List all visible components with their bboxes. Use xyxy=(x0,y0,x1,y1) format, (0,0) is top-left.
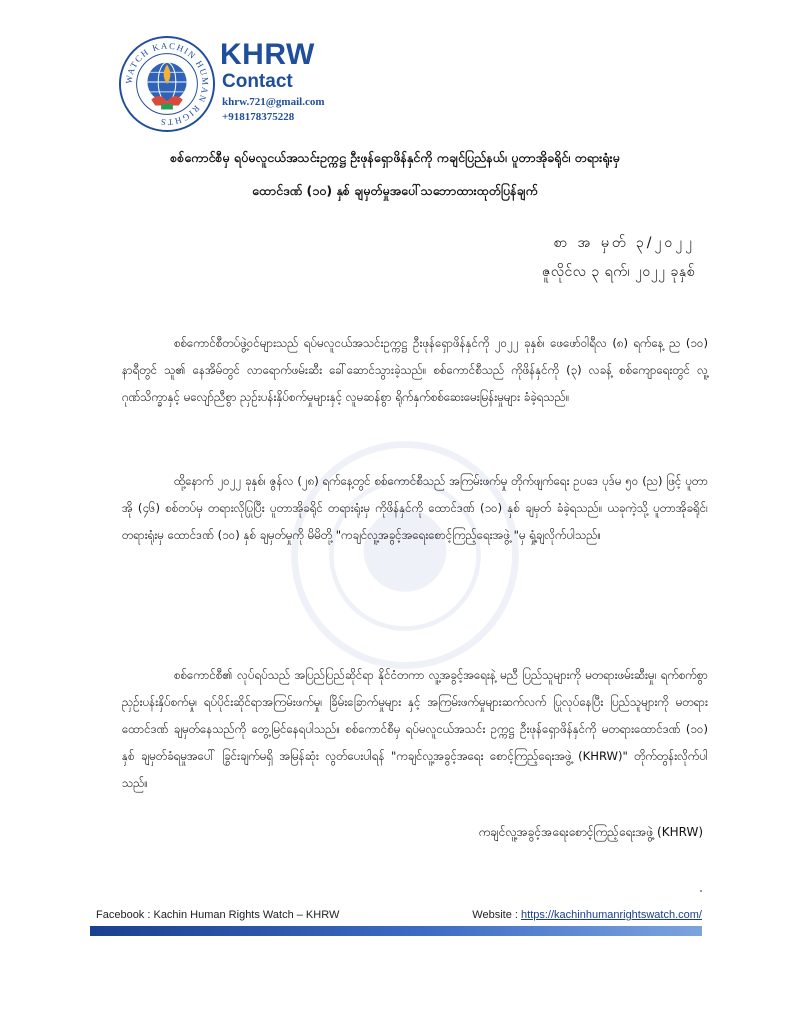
statement-title-line-1: စစ်ကောင်စီမှ ရပ်မလူငယ်အသင်းဥက္ကဋ္ဌ ဦးဖုန်ရှောဖိန်နှင်ကို ကချင်ပြည်နယ်၊ ပူတာအိုခရိုင်၊ တရားရုံးမှ xyxy=(170,150,620,165)
paragraph-1: စစ်ကောင်စီတပ်ဖွဲ့ဝင်များသည် ရပ်မလူငယ်အသင်းဥက္ကဋ္ဌ ဦးဖုန်ရှောဖိန်နှင်ကို ၂၀၂၂ ခုနှစ်၊ ဖေဖော်ဝါရီလ (၈) ရက်နေ့ ည (၁၀) နာရီတွင် သူ၏ နေအိမ်တွင် လာရောက်ဖမ်းဆီး ခေါ်ဆောင်သွားခဲ့သည်။ စစ်ကောင်စီသည် ကိုဖိန်နှင်ကို (၃) လခန့် စစ်ကျောရေးတွင် လူ့ဂုဏ်သိက္ခာနှင့် မလျော်ညီစွာ ညှဉ်းပန်းနှိပ်စက်မှုများနှင့် လူမဆန်စွာ ရိုက်နှက်စစ်ဆေးမေးမြန်းမှုများ ခံခဲ့ရသည်။ xyxy=(122,335,708,404)
footer-bar xyxy=(90,926,702,936)
footer-website xyxy=(472,909,702,921)
footer-website-label: Website : xyxy=(472,909,522,921)
contact-email: khrw.721@gmail.com xyxy=(222,96,325,108)
footer-website-link[interactable]: https://kachinhumanrightswatch.com/ xyxy=(521,909,702,921)
footer-dot xyxy=(700,890,702,892)
paragraph-3: စစ်ကောင်စီ၏ လုပ်ရပ်သည် အပြည်ပြည်ဆိုင်ရာ နိုင်ငံတကာ လူ့အခွင့်အရေးနဲ့ မညီ ပြည်သူများကို မတရားဖမ်းဆီးမှု၊ ရက်စက်စွာ ညှဉ်းပန်းနှိပ်စက်မှု၊ ရပ်ပိုင်းဆိုင်ရာအကြမ်းဖက်မှု၊ ခြိမ်းခြောက်မှုများ နှင့် အကြမ်းဖက်မှုများဆက်လက် ပြုလုပ်နေပြီး ပြည်သူများကို မတရားထောင်ဒဏ် ချမှတ်နေသည်ကို တွေ့မြင်နေရပါသည်။ စစ်ကောင်စီမှ ရပ်မလူငယ်အသင်း ဥက္ကဋ္ဌ ဦးဖုန်ရှောဖိန်နှင်ကို မတရားထောင်ဒဏ် (၁၀) နှစ် ချမှတ်ခံရမှုအပေါ် ခြွင်းချက်မရှိ အမြန်ဆုံး လွတ်ပေးပါရန် "ကချင်လူ့အခွင့်အရေး စောင့်ကြည့်ရေးအဖွဲ့ (KHRW)" တိုက်တွန်းလိုက်ပါသည်။ xyxy=(122,667,708,790)
paragraph-2: ထို့နောက် ၂၀၂၂ ခုနှစ်၊ ဇွန်လ (၂၈) ရက်နေ့တွင် စစ်ကောင်စီသည် အကြမ်းဖက်မှု တိုက်ဖျက်ရေး ဥပဒေ ပုဒ်မ ၅၀ (ည) ဖြင့် ပူတာအို (၄၆) စစ်တပ်မှ တရားလိုပြုပြီး ပူတာအိုခရိုင် တရားရုံးမှ ကိုဖိန်နှင်ကို ထောင်ဒဏ် (၁၀) နှစ် ချမှတ် ခံခဲ့ရသည်။ ယခုကဲ့သို့ ပူတာအိုခရိုင်၊ တရားရုံးမှ ထောင်ဒဏ် (၁၀) နှစ် ချမှတ်မှုကို မိမိတို့ "ကချင်လူ့အခွင့်အရေးစောင့်ကြည့်ရေးအဖွဲ့ "မှ ရှုံ့ချလိုက်ပါသည်။ xyxy=(122,473,708,542)
reference-number: စာ အ မှတ် ၃/၂၀၂၂ xyxy=(553,235,695,251)
org-short-name: KHRW xyxy=(220,38,315,71)
footer-facebook: Facebook : Kachin Human Rights Watch – KHRW xyxy=(96,909,340,921)
statement-title-line-2: ထောင်ဒဏ် (၁၀) နှစ် ချမှတ်မှုအပေါ်သဘောထားထုတ်ပြန်ချက် xyxy=(252,183,538,198)
statement-date: ဇူလိုင်လ ၃ ရက်၊ ၂၀၂၂ ခုနှစ် xyxy=(542,264,695,280)
contact-heading: Contact xyxy=(222,71,293,92)
contact-phone: +918178375228 xyxy=(222,111,295,123)
signature: ကချင်လူ့အခွင့်အရေးစောင့်ကြည့်ရေးအဖွဲ့ (KHRW) xyxy=(478,825,703,839)
seal-text: WATCH KACHIN HUMAN RIGHTS xyxy=(123,40,211,128)
khrw-seal-logo xyxy=(118,35,216,133)
